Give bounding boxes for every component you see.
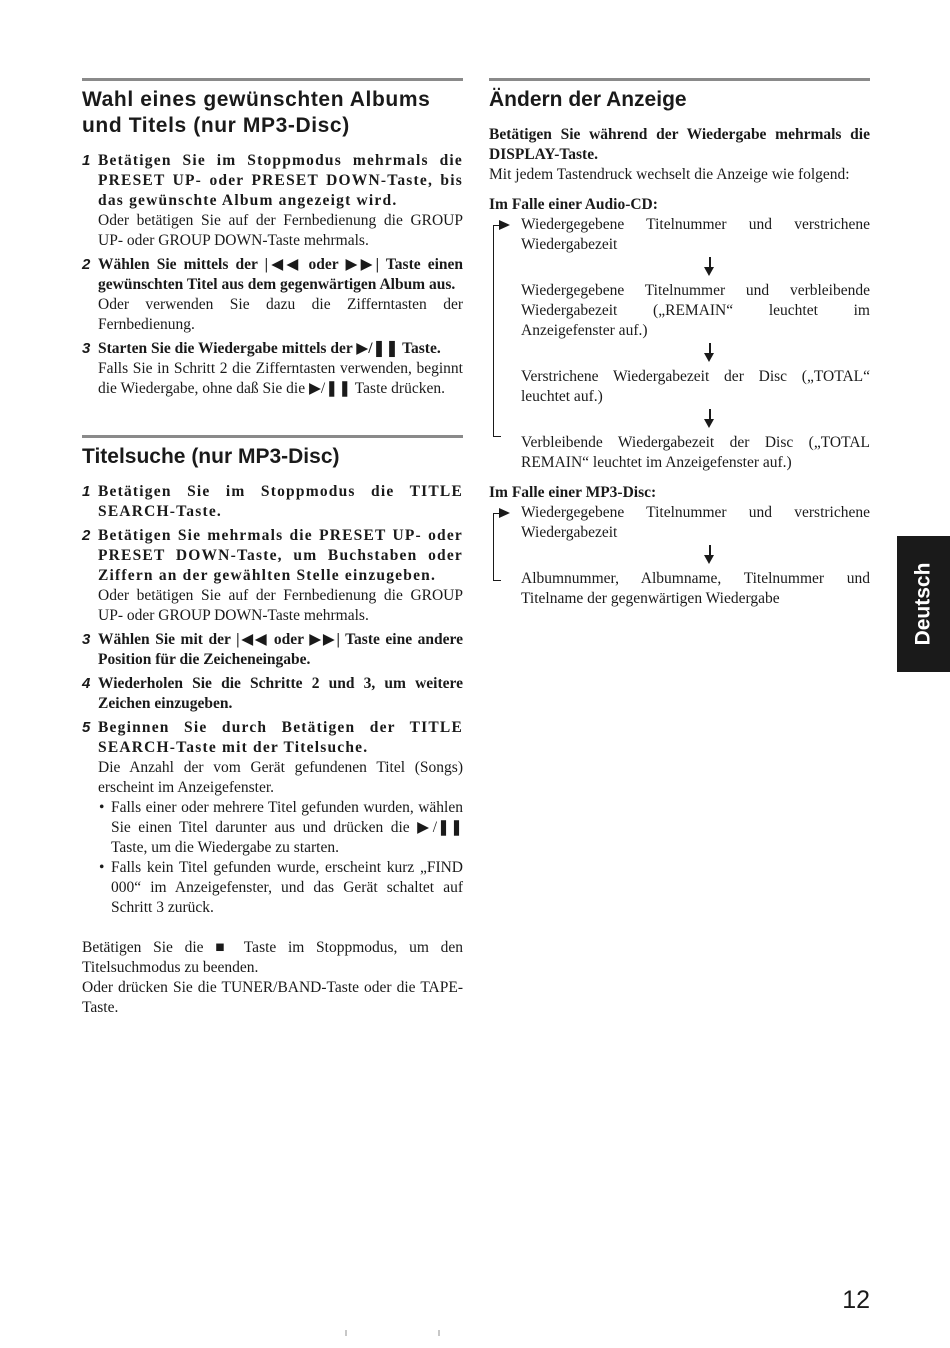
step-item (82, 339, 463, 399)
step-item (82, 718, 463, 918)
section-rule (82, 78, 463, 81)
bullet-item (98, 798, 463, 858)
step-item (82, 674, 463, 714)
print-speck (345, 1330, 347, 1336)
step-number: 1 (82, 483, 91, 500)
step-instruction: Beginnen Sie durch Betätigen der TITLE SEARCH-Taste mit der Titelsuche. (98, 719, 463, 756)
cycle-bracket (493, 513, 501, 581)
return-arrow-icon (499, 220, 510, 230)
mp3-disc-flow (489, 503, 870, 609)
down-arrow-icon (521, 407, 870, 433)
language-tab (897, 536, 950, 672)
down-arrow-icon (521, 543, 870, 569)
page-number: 12 (842, 1286, 870, 1314)
display-state: Wiedergegebene Titelnummer und verstrichene Wiedergabezeit (521, 216, 870, 253)
step-number: 4 (82, 675, 91, 692)
section-title-display-change: Ändern der Anzeige (489, 88, 687, 111)
step-instruction: Starten Sie die Wiedergabe mittels der ▶/❚❚ Taste. (98, 340, 441, 357)
title-search-steps (82, 482, 463, 918)
step-item (82, 151, 463, 251)
step-instruction: Wiederholen Sie die Schritte 2 und 3, um weitere Zeichen einzugeben. (98, 675, 463, 712)
audio-cd-flow (489, 215, 870, 473)
display-intro: Mit jedem Tastendruck wechselt die Anzeige wie folgend: (489, 166, 850, 183)
step-instruction: Wählen Sie mittels der |◀◀ oder ▶▶| Taste einen gewünschten Titel aus dem gegenwärtigen Album aus. (98, 256, 463, 293)
step-note: Oder betätigen Sie auf der Fernbedienung die GROUP UP- oder GROUP DOWN-Taste mehrmals. (98, 212, 463, 249)
section-rule (489, 78, 870, 81)
language-tab-label: Deutsch (911, 562, 935, 646)
section-rule (82, 435, 463, 438)
result-bullets (98, 798, 463, 918)
bullet-text: Falls einer oder mehrere Titel gefunden wurden, wählen Sie einen Titel darunter aus und drücken die ▶/❚❚ Taste, um die Wiedergabe zu starten. (111, 799, 463, 856)
display-state: Wiedergegebene Titelnummer und verstrichene Wiedergabezeit (521, 504, 870, 541)
bullet-dot: • (99, 799, 105, 816)
step-instruction: Wählen Sie mit der |◀◀ oder ▶▶| Taste eine andere Position für die Zeicheneingabe. (98, 631, 463, 668)
section-title-title-search: Titelsuche (nur MP3-Disc) (82, 445, 340, 468)
step-note: Die Anzahl der vom Gerät gefundenen Titel (Songs) erscheint im Anzeigefenster. (98, 759, 463, 796)
step-number: 3 (82, 631, 91, 648)
cycle-bracket (493, 225, 501, 437)
display-state: Verbleibende Wiedergabezeit der Disc („TOTAL REMAIN“ leuchtet im Anzeigefenster auf.) (521, 434, 870, 471)
step-instruction: Betätigen Sie im Stoppmodus die TITLE SEARCH-Taste. (98, 483, 463, 520)
down-arrow-icon (521, 255, 870, 281)
step-instruction: Betätigen Sie mehrmals die PRESET UP- oder PRESET DOWN-Taste, um Buchstaben oder Ziffern an der gewählten Stelle einzugeben. (98, 527, 463, 584)
step-item (82, 482, 463, 522)
album-selection-steps (82, 151, 463, 399)
display-state: Wiedergegebene Titelnummer und verbleibende Wiedergabezeit („REMAIN“ leuchtet im Anzeigefenster auf.) (521, 282, 870, 339)
step-number: 3 (82, 340, 91, 357)
section-title-album-selection: Wahl eines gewünschten Albums und Titels (nur MP3-Disc) (82, 88, 431, 137)
left-column (82, 78, 463, 1018)
bullet-text: Falls kein Titel gefunden wurde, erscheint kurz „FIND 000“ im Anzeigefenster, und das Gerät schaltet auf Schritt 3 zurück. (111, 859, 463, 916)
step-item (82, 526, 463, 626)
display-state: Verstrichene Wiedergabezeit der Disc („TOTAL“ leuchtet auf.) (521, 368, 870, 405)
step-number: 2 (82, 527, 91, 544)
step-note: Falls Sie in Schritt 2 die Zifferntasten verwenden, beginnt die Wiedergabe, ohne daß Sie die ▶/❚❚ Taste drücken. (98, 360, 463, 397)
closing-text: Betätigen Sie die ■ Taste im Stoppmodus, um den Titelsuchmodus zu beenden. (82, 939, 463, 976)
down-arrow-icon (521, 341, 870, 367)
step-number: 1 (82, 152, 91, 169)
step-number: 5 (82, 719, 91, 736)
display-state: Albumnummer, Albumname, Titelnummer und Titelname der gegenwärtigen Wiedergabe (521, 570, 870, 607)
closing-text: Oder drücken Sie die TUNER/BAND-Taste oder die TAPE-Taste. (82, 979, 463, 1016)
mp3-disc-label: Im Falle einer MP3-Disc: (489, 484, 657, 501)
step-note: Oder verwenden Sie dazu die Zifferntasten der Fernbedienung. (98, 296, 463, 333)
audio-cd-label: Im Falle einer Audio-CD: (489, 196, 658, 213)
right-column (489, 78, 870, 609)
step-number: 2 (82, 256, 91, 273)
display-instruction: Betätigen Sie während der Wiedergabe mehrmals die DISPLAY-Taste. (489, 126, 870, 163)
bullet-dot: • (99, 859, 105, 876)
step-note: Oder betätigen Sie auf der Fernbedienung die GROUP UP- oder GROUP DOWN-Taste mehrmals. (98, 587, 463, 624)
print-speck (438, 1330, 440, 1336)
return-arrow-icon (499, 508, 510, 518)
step-instruction: Betätigen Sie im Stoppmodus mehrmals die PRESET UP- oder PRESET DOWN-Taste, bis das gewünschte Album angezeigt wird. (98, 152, 463, 209)
bullet-item (98, 858, 463, 918)
step-item (82, 255, 463, 335)
step-item (82, 630, 463, 670)
